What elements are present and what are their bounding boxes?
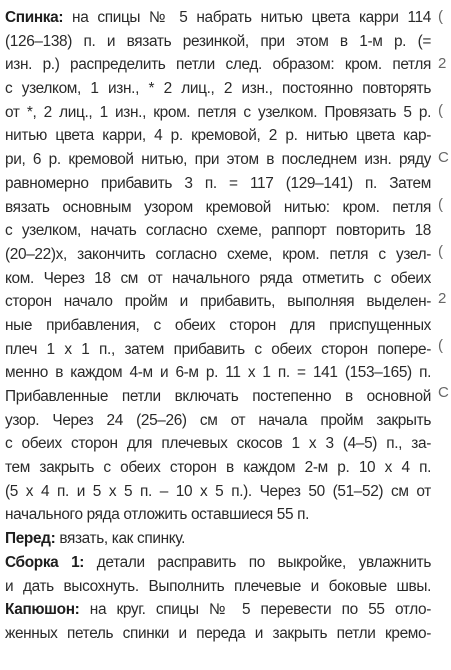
text-line xyxy=(5,267,431,291)
line-text: с узелком, начать согласно схеме, раппорт повторить 18 xyxy=(5,222,431,240)
line-text: на спицы № 5 набрать нитью цвета карри 114 xyxy=(63,9,431,26)
line-text: с обеих сторон для плечевых скосов 1 х 3 (4–5) п., за- xyxy=(5,435,431,453)
line-text: с узелком, 1 изн., * 2 лиц., 2 изн., постоянно повторять xyxy=(5,80,431,98)
line-text: ные прибавления, с обеих сторон для приспущенных xyxy=(5,316,431,334)
line-text: узор. Через 24 (25–26) см от начала пройм закрыть xyxy=(5,411,431,429)
section-heading: Спинка: xyxy=(5,9,64,26)
text-line xyxy=(5,243,431,267)
text-line xyxy=(5,124,431,148)
text-line xyxy=(5,314,431,338)
text-line xyxy=(5,196,431,220)
edge-glyph: 2 xyxy=(438,290,447,307)
text-line xyxy=(5,575,431,599)
text-line xyxy=(5,6,431,30)
text-line xyxy=(5,409,431,433)
line-text: тем закрыть с обеих сторон в каждом 2-м р. 10 х 4 п. xyxy=(5,459,431,477)
pattern-text-column xyxy=(5,6,431,646)
line-text: плеч 1 х 1 п., затем прибавить с обеих сторон попере- xyxy=(5,340,431,358)
line-text: Прибавленные петли включать постепенно в основной xyxy=(5,388,431,405)
text-line xyxy=(5,172,431,196)
text-line xyxy=(5,385,431,409)
line-text: (126–138) п. и вязать резинкой, при этом в 1-м р. (= xyxy=(5,32,431,50)
text-line xyxy=(5,338,431,362)
line-text: (20–22)х, закончить согласно схеме, кром. петля с узел- xyxy=(5,245,431,263)
line-text: сторон начало пройм и прибавить, выполняя выделен- xyxy=(5,293,431,311)
line-text: равномерно прибавить 3 п. = 117 (129–141) п. Затем xyxy=(5,174,431,192)
line-text: изн. р.) распределить петли след. образом: кром. петля xyxy=(5,56,431,74)
adjacent-column-edge xyxy=(438,0,451,670)
edge-glyph: 2 xyxy=(438,55,447,72)
edge-glyph: С xyxy=(438,384,449,401)
line-text: начального ряда отложить оставшиеся 55 п. xyxy=(5,506,310,524)
section-heading: Сборка 1: xyxy=(5,553,85,571)
section-heading: Перед: xyxy=(5,530,56,548)
text-line xyxy=(5,77,431,101)
section-heading: Капюшон: xyxy=(5,601,80,619)
text-line xyxy=(5,219,431,243)
line-text: ри, 6 р. кремовой нитью, при этом в последнем изн. ряду xyxy=(5,151,431,169)
line-text: на круг. спицы № 5 перевести по 55 отло- xyxy=(79,601,431,619)
text-line xyxy=(5,551,431,575)
edge-glyph: ( xyxy=(438,8,443,25)
edge-glyph: С xyxy=(438,149,449,166)
edge-glyph: ( xyxy=(438,196,443,213)
text-line xyxy=(5,527,431,551)
text-line xyxy=(5,503,431,527)
text-line xyxy=(5,290,431,314)
text-line xyxy=(5,361,431,385)
text-line xyxy=(5,30,431,54)
line-text: менно в каждом 4-м и 6-м р. 11 х 1 п. = 141 (153–165) п. xyxy=(5,364,431,382)
text-line xyxy=(5,480,431,504)
text-line xyxy=(5,598,431,622)
edge-glyph: ( xyxy=(438,243,443,260)
line-text: женных петель спинки и переда и закрыть петли кремо- xyxy=(5,624,431,642)
text-line xyxy=(5,622,431,646)
edge-glyph: ( xyxy=(438,337,443,354)
line-text: вязать основным узором кремовой нитью: кром. петля xyxy=(5,198,431,216)
text-line xyxy=(5,53,431,77)
edge-glyph: ( xyxy=(438,102,443,119)
line-text: вязать, как спинку. xyxy=(55,530,186,548)
line-text: нитью цвета карри, 4 р. кремовой, 2 р. нитью цвета кар- xyxy=(5,127,431,145)
line-text: ком. Через 18 см от начального ряда отметить с обеих xyxy=(5,269,431,287)
text-line xyxy=(5,432,431,456)
line-text: детали расправить по выкройке, увлажнить xyxy=(84,553,431,571)
text-line xyxy=(5,456,431,480)
line-text: и дать высохнуть. Выполнить плечевые и боковые швы. xyxy=(5,577,431,595)
line-text: (5 х 4 п. и 5 х 5 п. – 10 х 5 п.). Через 50 (51–52) см от xyxy=(5,482,431,500)
text-line xyxy=(5,101,431,125)
line-text: от *, 2 лиц., 1 изн., кром. петля с узелком. Провязать 5 р. xyxy=(5,103,431,121)
text-line xyxy=(5,148,431,172)
